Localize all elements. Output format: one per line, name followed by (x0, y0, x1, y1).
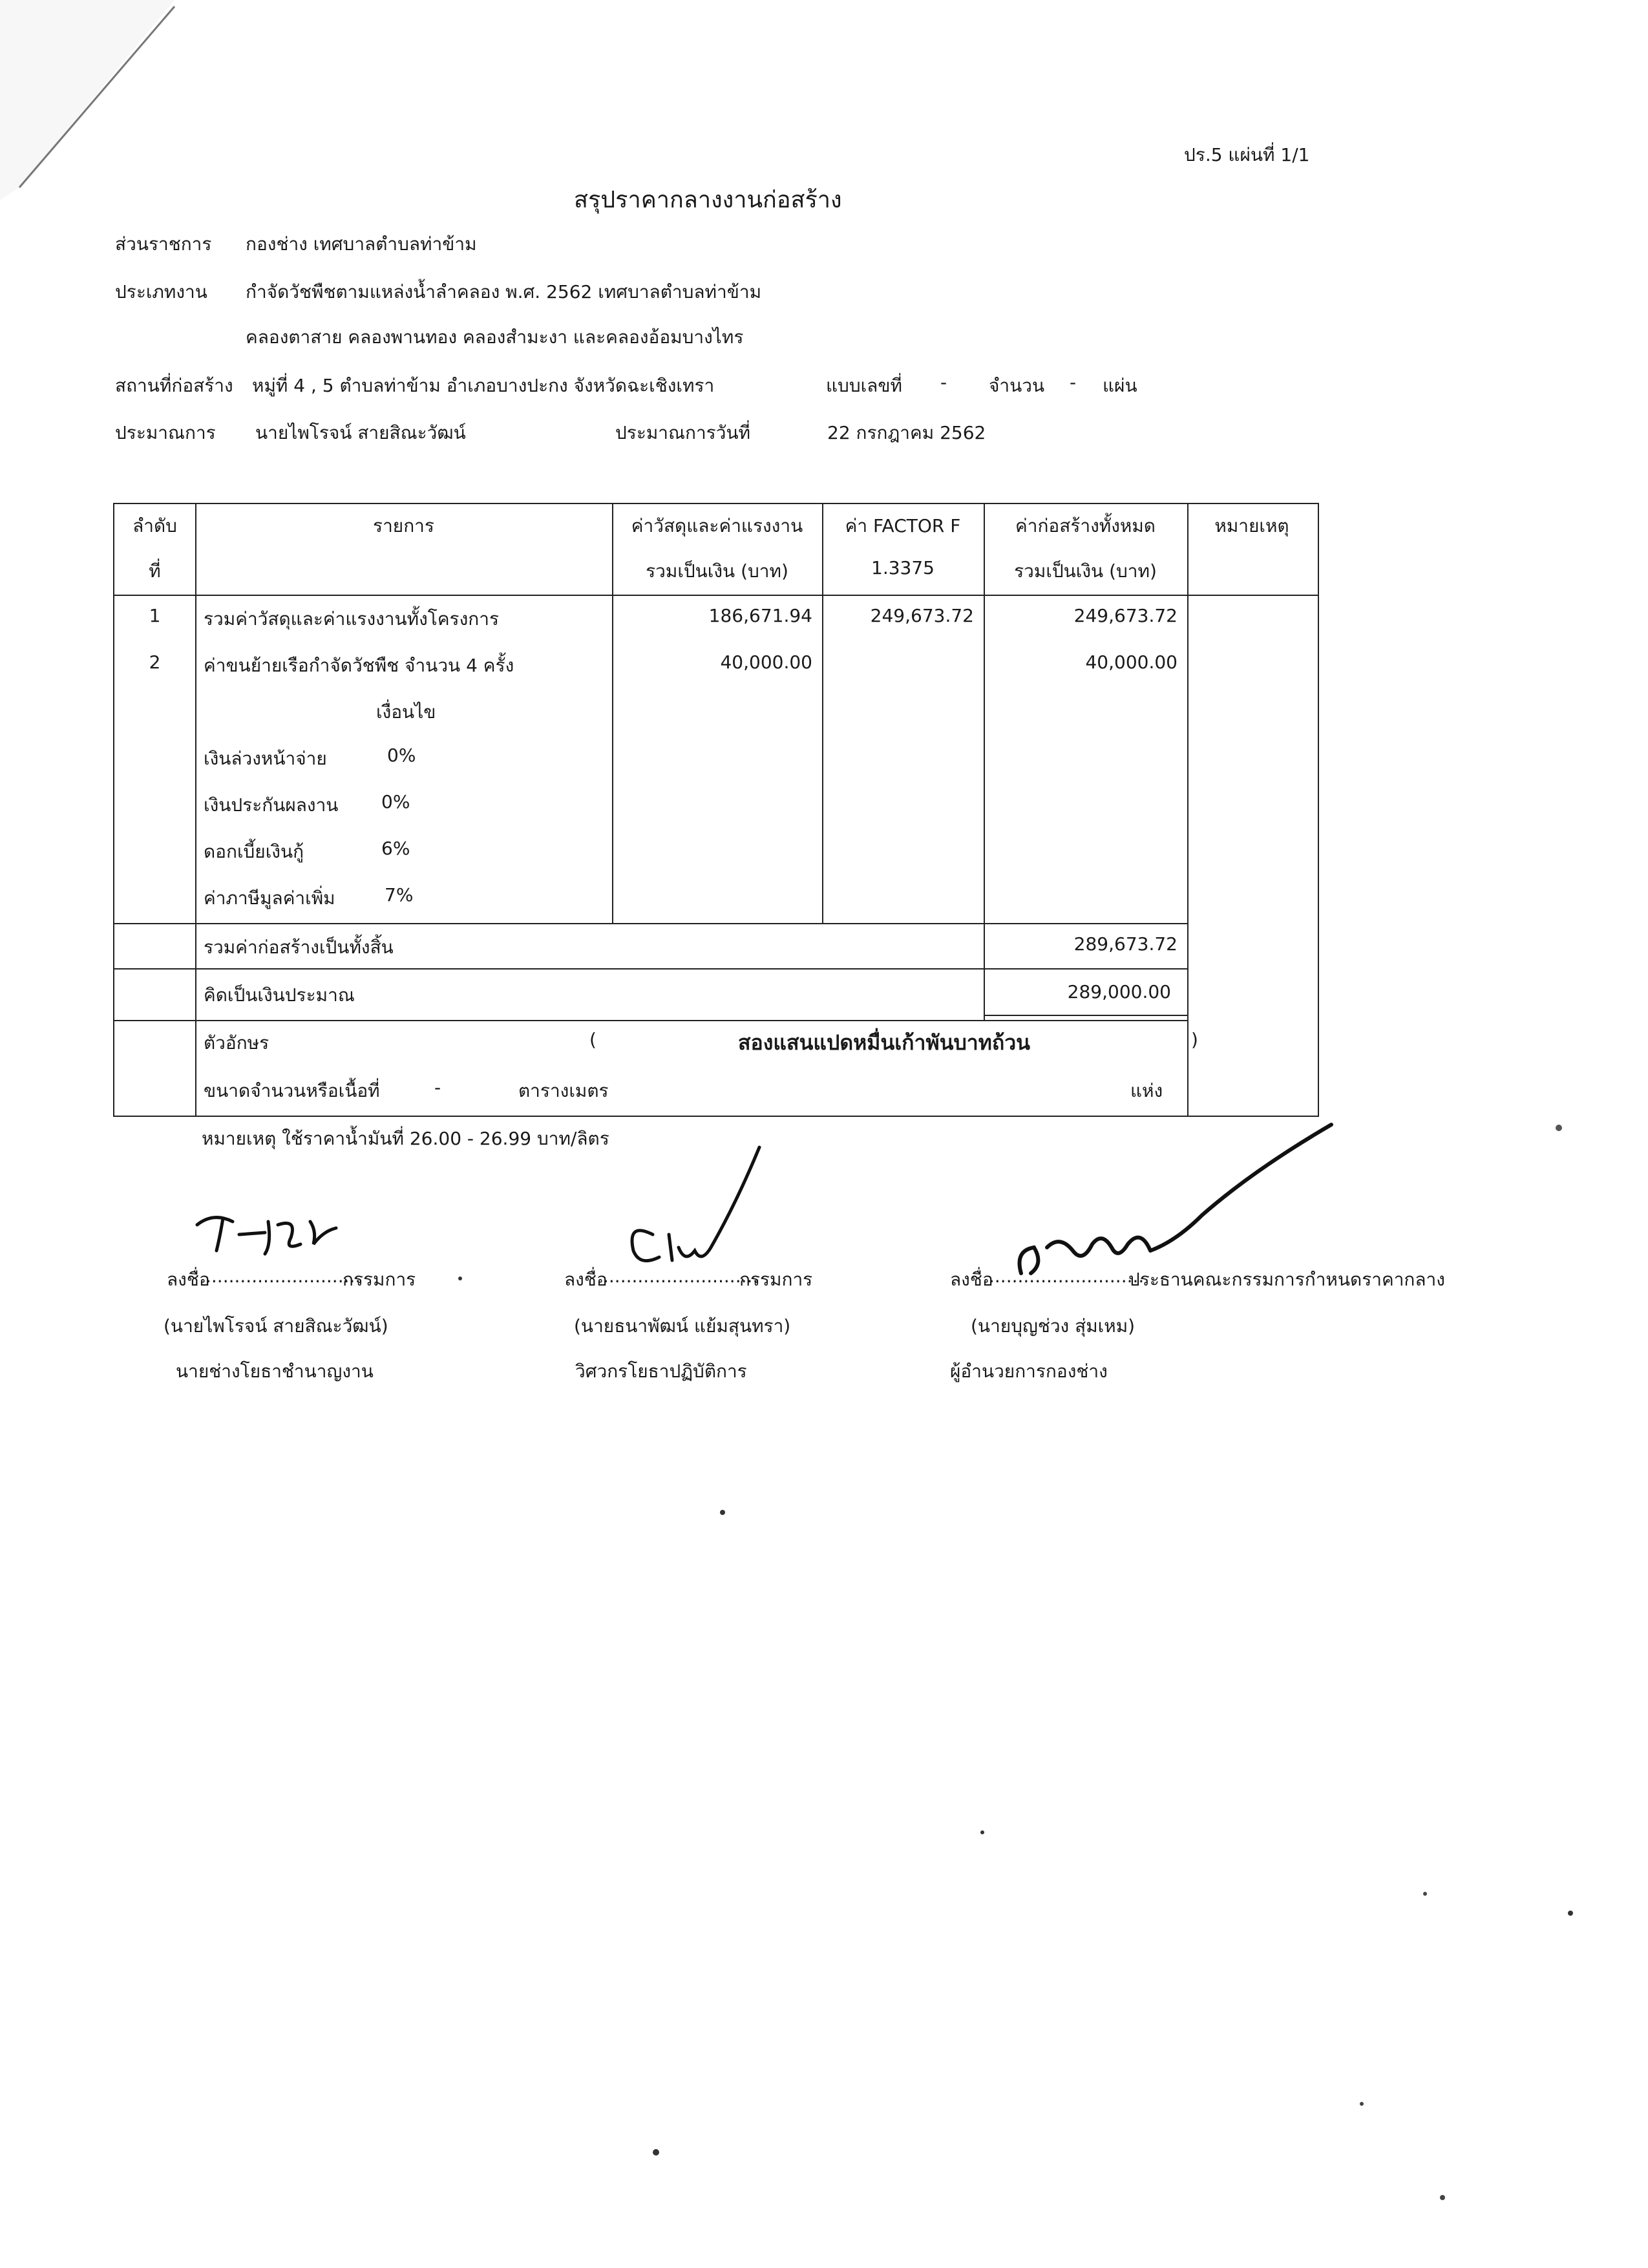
row1-total: 249,673.72 (1073, 605, 1178, 626)
place-unit: แห่ง (1130, 1080, 1163, 1101)
words-label: ตัวอักษร (204, 1032, 269, 1054)
col-factor-value: 1.3375 (871, 557, 935, 578)
col-item-header: รายการ (373, 515, 434, 536)
col-total-header-2: รวมเป็นเงิน (บาท) (1014, 560, 1157, 582)
col-total-header: ค่าก่อสร้างทั้งหมด (1015, 515, 1156, 536)
sign-role: ประธานคณะกรรมการกำหนดราคากลาง (1128, 1269, 1445, 1290)
row1-material: 186,671.94 (708, 605, 812, 626)
condition-value: 6% (381, 838, 410, 859)
row1-item: รวมค่าวัสดุและค่าแรงงานทั้งโครงการ (204, 608, 499, 630)
condition-label: เงินประกันผลงาน (204, 794, 339, 816)
words-open-paren: ( (589, 1029, 597, 1050)
row1-factor: 249,673.72 (870, 605, 974, 626)
row2-no: 2 (149, 652, 161, 673)
signer-position: นายช่างโยธาชำนาญงาน (176, 1361, 374, 1382)
row2-total: 40,000.00 (1085, 652, 1178, 673)
sign-prefix: ลงชื่อ (950, 1269, 993, 1290)
grand-total-label: รวมค่าก่อสร้างเป็นทั้งสิ้น (204, 937, 394, 958)
sign-role: กรรมการ (739, 1269, 813, 1290)
plan-no-label: แบบเลขที่ (826, 375, 902, 396)
col-remark-header: หมายเหตุ (1214, 515, 1289, 536)
col-material-header-2: รวมเป็นเงิน (บาท) (646, 560, 788, 582)
estimator-label: ประมาณการ (115, 422, 216, 443)
col-no-header: ลำดับ (132, 515, 177, 536)
col-material-header: ค่าวัสดุและค่าแรงงาน (631, 515, 803, 536)
sign-prefix: ลงชื่อ (167, 1269, 210, 1290)
amount-in-words: สองแสนแปดหมื่นเก้าพันบาทถ้วน (738, 1030, 1031, 1055)
condition-value: 7% (385, 884, 414, 906)
estimate-date-label: ประมาณการวันที่ (615, 422, 751, 443)
rounded-value: 289,000.00 (1067, 981, 1171, 1002)
site-label: สถานที่ก่อสร้าง (115, 375, 233, 396)
sign-dots: ........................... (989, 1266, 1145, 1287)
condition-label: ดอกเบี้ยเงินกู้ (204, 841, 304, 862)
work-type-line1: กำจัดวัชพืชตามแหล่งน้ำลำคลอง พ.ศ. 2562 เทศบาลตำบลท่าข้าม (246, 281, 762, 302)
row2-material: 40,000.00 (720, 652, 812, 673)
conditions-title: เงื่อนไข (376, 701, 436, 723)
row2-item: ค่าขนย้ายเรือกำจัดวัชพืช จำนวน 4 ครั้ง (204, 655, 514, 676)
condition-value: 0% (381, 791, 410, 812)
agency-value: กองช่าง เทศบาลตำบลท่าข้าม (246, 233, 477, 255)
sign-dots: ........................... (206, 1266, 361, 1287)
sheet-unit: แผ่น (1103, 375, 1137, 396)
site-value: หมู่ที่ 4 , 5 ตำบลท่าข้าม อำเภอบางปะกง จังหวัดฉะเชิงเทรา (252, 375, 715, 396)
signer-name: (นายไพโรจน์ สายสิณะวัฒน์) (164, 1315, 388, 1337)
remark-note: หมายเหตุ ใช้ราคาน้ำมันที่ 26.00 - 26.99 บาท/ลิตร (202, 1128, 609, 1149)
estimate-date-value: 22 กรกฎาคม 2562 (827, 422, 986, 443)
size-unit: ตารางเมตร (518, 1080, 609, 1101)
work-type-label: ประเภทงาน (115, 281, 207, 302)
row1-no: 1 (149, 605, 161, 626)
count-label: จำนวน (989, 375, 1045, 396)
sign-dots: ........................... (603, 1266, 759, 1287)
signer-position: วิศวกรโยธาปฏิบัติการ (575, 1361, 747, 1382)
plan-no-value: - (940, 372, 947, 393)
sign-role: กรรมการ (343, 1269, 416, 1290)
words-close-paren: ) (1191, 1029, 1198, 1050)
signer-name: (นายธนาพัฒน์ แย้มสุนทรา) (574, 1315, 791, 1337)
size-value: - (434, 1077, 441, 1098)
rounded-label: คิดเป็นเงินประมาณ (204, 984, 355, 1006)
count-value: - (1070, 372, 1077, 393)
signer-name: (นายบุญช่วง สุ่มเหม) (971, 1315, 1136, 1337)
size-label: ขนาดจำนวนหรือเนื้อที่ (204, 1080, 380, 1101)
signer-position: ผู้อำนวยการกองช่าง (950, 1361, 1108, 1382)
condition-label: ค่าภาษีมูลค่าเพิ่ม (204, 887, 335, 909)
agency-label: ส่วนราชการ (115, 233, 212, 255)
col-no-header-2: ที่ (149, 560, 161, 582)
col-factor-header: ค่า FACTOR F (845, 515, 961, 536)
page-title: สรุปราคากลางงานก่อสร้าง (574, 187, 842, 213)
grand-total-value: 289,673.72 (1073, 933, 1178, 955)
estimator-value: นายไพโรจน์ สายสิณะวัฒน์ (255, 422, 466, 443)
page-reference: ปร.5 แผ่นที่ 1/1 (1184, 144, 1310, 165)
sign-prefix: ลงชื่อ (564, 1269, 607, 1290)
condition-value: 0% (387, 745, 416, 766)
work-type-line2: คลองตาสาย คลองพานทอง คลองสำมะงา และคลองอ้อมบางไทร (246, 326, 744, 348)
condition-label: เงินล่วงหน้าจ่าย (204, 748, 327, 769)
